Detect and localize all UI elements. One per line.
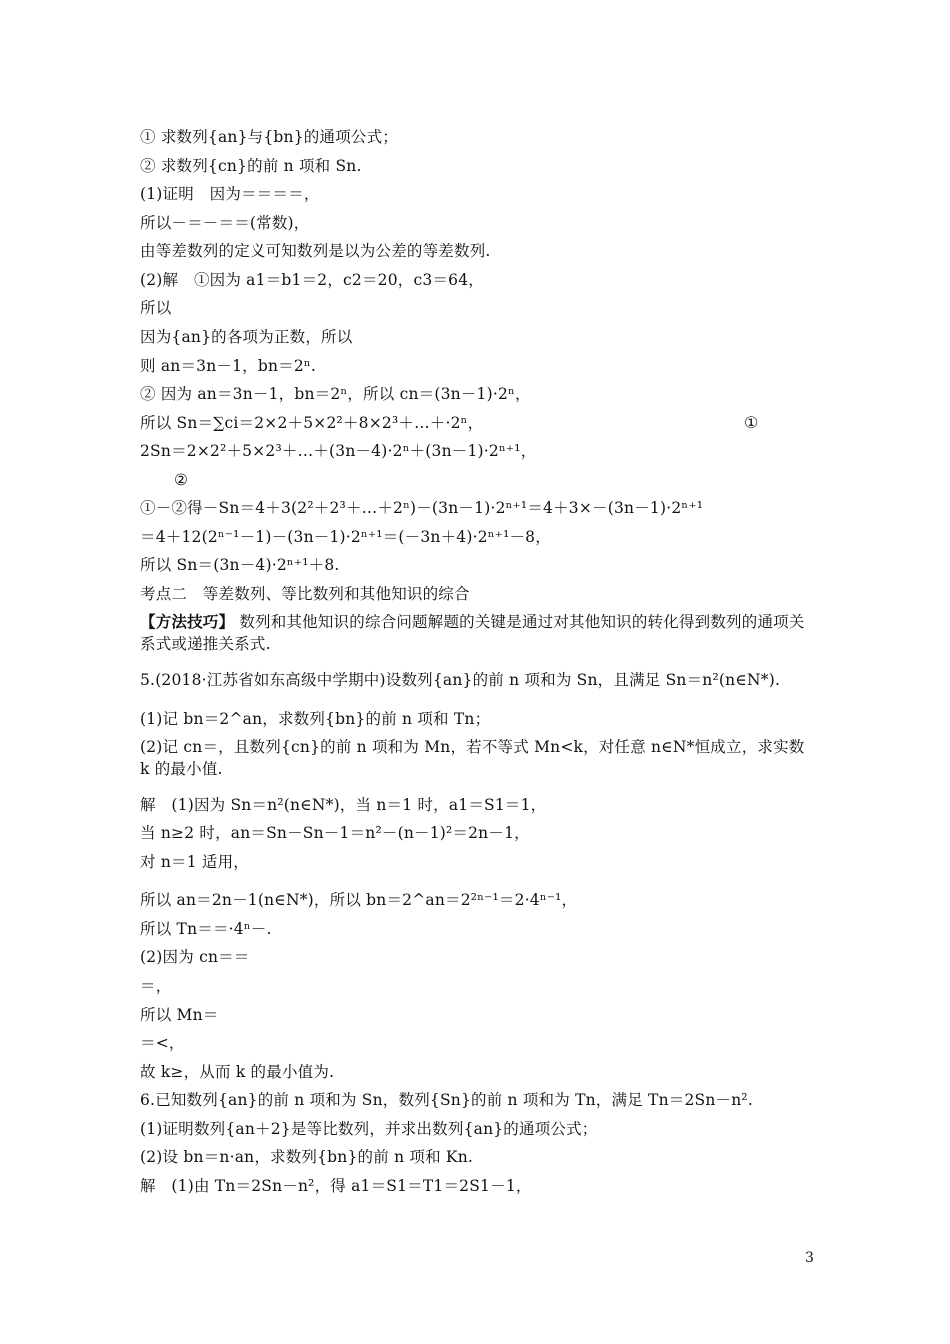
text-line: 解 (1)由 Tn＝2Sn－n²，得 a1＝S1＝T1＝2S1－1， [140, 1177, 532, 1195]
text-line: ＝4＋12(2ⁿ⁻¹－1)－(3n－1)·2ⁿ⁺¹＝(－3n＋4)·2ⁿ⁺¹－8， [140, 528, 551, 546]
text-line: 所以 Sn＝(3n－4)·2ⁿ⁺¹＋8. [140, 556, 340, 574]
text-line: 2Sn＝2×2²＋5×2³＋…＋(3n－4)·2ⁿ＋(3n－1)·2ⁿ⁺¹， [140, 442, 537, 460]
text-line: ①－②得－Sn＝4＋3(2²＋2³＋…＋2ⁿ)－(3n－1)·2ⁿ⁺¹＝4＋3×－(3n－1)·2ⁿ⁺¹ [140, 499, 704, 517]
text-line: 所以 Tn＝＝·4ⁿ－. [140, 920, 272, 938]
text-line: (1)证明数列{an＋2}是等比数列，并求出数列{an}的通项公式； [140, 1120, 598, 1138]
text-line: 当 n≥2 时，an＝Sn－Sn－1＝n²－(n－1)²＝2n－1， [140, 824, 530, 842]
text-line: (2)解 ①因为 a1＝b1＝2，c2＝20，c3＝64， [140, 271, 484, 289]
method-tip-text: 数列和其他知识的综合问题解题的关键是通过对其他知识的转化得到数列的通项关系式或递推关系式. [140, 613, 805, 653]
text-line: 所以－＝－＝＝(常数)， [140, 214, 310, 232]
text-line: (1)证明 因为＝＝＝＝， [140, 185, 320, 203]
text-line: (2)设 bn＝n·an，求数列{bn}的前 n 项和 Kn. [140, 1148, 474, 1166]
text-line: 则 an＝3n－1，bn＝2ⁿ. [140, 357, 316, 375]
section-heading: 考点二 等差数列、等比数列和其他知识的综合 [140, 585, 470, 603]
problem-5-statement: 5.(2018·江苏省如东高级中学期中)设数列{an}的前 n 项和为 Sn，且满足 Sn＝n²(n∈N*). [140, 671, 781, 689]
problem-6-statement: 6.已知数列{an}的前 n 项和为 Sn，数列{Sn}的前 n 项和为 Tn，满足 Tn＝2Sn－n². [140, 1091, 753, 1109]
text-line: (2)记 cn＝，且数列{cn}的前 n 项和为 Mn，若不等式 Mn<k，对任意 n∈N*恒成立，求实数 k 的最小值. [140, 738, 805, 778]
method-tip-paragraph [140, 611, 812, 655]
text-line: 所以 Mn＝ [140, 1006, 219, 1024]
text-line: 所以 [140, 299, 172, 317]
text-line: 所以 an＝2n－1(n∈N*)，所以 bn＝2^an＝2²ⁿ⁻¹＝2·4ⁿ⁻¹， [140, 891, 578, 909]
text-line: 由等差数列的定义可知数列是以为公差的等差数列. [140, 242, 491, 260]
text-line: 所以 Sn＝∑ci＝2×2＋5×2²＋8×2³＋…＋·2ⁿ， [140, 414, 484, 432]
text-line: ② 因为 an＝3n－1，bn＝2ⁿ，所以 cn＝(3n－1)·2ⁿ， [140, 385, 531, 403]
text-line: ＝<， [140, 1034, 185, 1052]
text-line: (1)记 bn＝2^an，求数列{bn}的前 n 项和 Tn； [140, 710, 491, 728]
text-line: ＝， [140, 977, 172, 995]
text-line: ① 求数列{an}与{bn}的通项公式； [140, 128, 399, 146]
equation-marker-one: ① [744, 413, 759, 432]
text-line: 解 (1)因为 Sn＝n²(n∈N*)，当 n＝1 时，a1＝S1＝1， [140, 796, 547, 814]
text-line: 故 k≥，从而 k 的最小值为. [140, 1063, 335, 1081]
method-tip-label: 【方法技巧】 [140, 612, 235, 631]
equation-marker-two: ② [174, 471, 189, 489]
text-line: 对 n＝1 适用， [140, 853, 249, 871]
page-number: 3 [805, 1250, 814, 1266]
text-line: (2)因为 cn＝＝ [140, 948, 250, 966]
text-line: ② 求数列{cn}的前 n 项和 Sn. [140, 157, 362, 175]
text-line: 因为{an}的各项为正数，所以 [140, 328, 353, 346]
